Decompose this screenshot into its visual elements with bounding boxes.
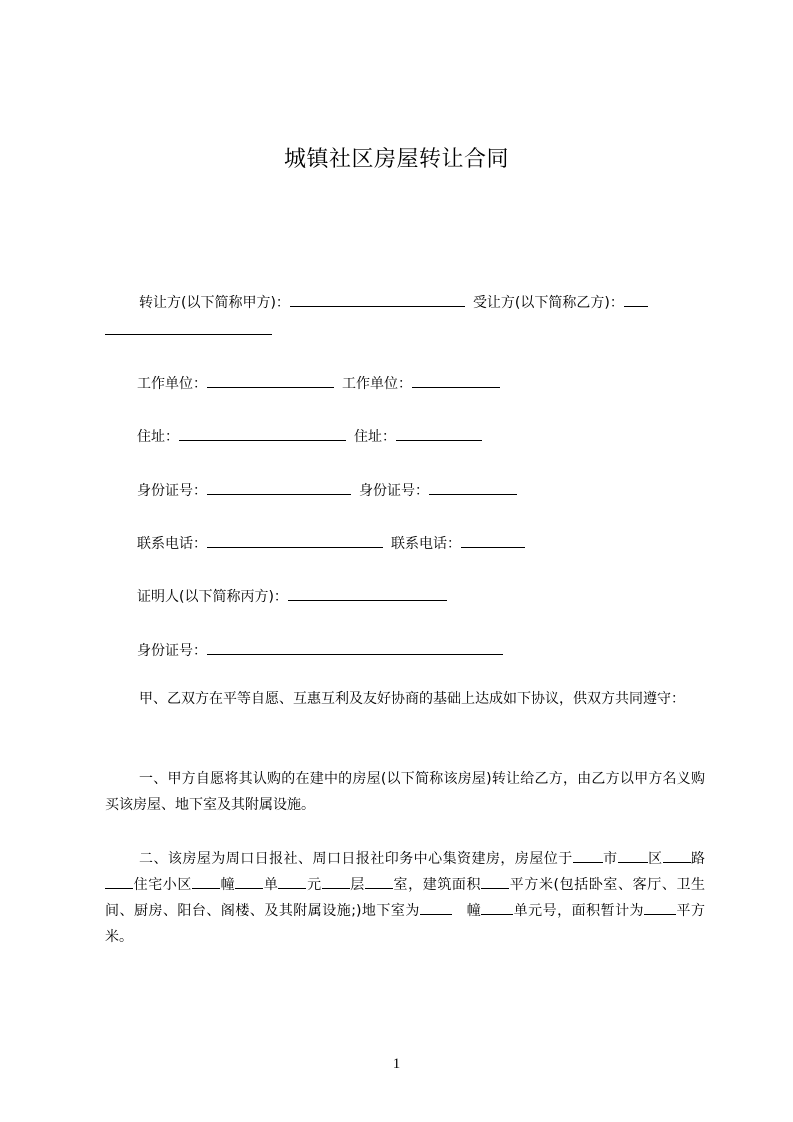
witness-id-label: 身份证号： — [137, 643, 207, 659]
clause-2-text-12: 幢 — [466, 903, 482, 919]
road-blank[interactable] — [663, 848, 691, 863]
address-label-a: 住址： — [137, 429, 179, 445]
transferee-label: 受让方(以下简称乙方)： — [472, 295, 624, 311]
address-row — [137, 426, 482, 446]
clause-2-text-2: 市 — [602, 851, 618, 867]
unit-blank[interactable] — [235, 874, 263, 889]
work-unit-blank-b[interactable] — [412, 373, 500, 388]
intro-paragraph: 甲、乙双方在平等自愿、互惠互利及友好协商的基础上达成如下协议，供双方共同遵守： — [139, 691, 685, 707]
transferor-row — [139, 292, 648, 312]
transferee-blank[interactable] — [624, 292, 648, 307]
clause-2-text-11: 平方米(包括卧室、客厅、卫生间、厨房、阳台、阁楼、及其附属设施;)地下室为 — [105, 877, 706, 919]
phone-blank-b[interactable] — [461, 533, 525, 548]
address-blank-b[interactable] — [396, 426, 482, 441]
page-number: 1 — [392, 1056, 401, 1072]
id-label-a: 身份证号： — [137, 483, 207, 499]
address-blank-a[interactable] — [179, 426, 346, 441]
clause-2-text-5: 住宅小区 — [133, 877, 193, 893]
city-blank[interactable] — [573, 848, 603, 863]
witness-blank[interactable] — [288, 586, 447, 601]
clause-1: 一、甲方自愿将其认购的在建中的房屋(以下简称该房屋)转让给乙方，由乙方以甲方名义购买该房屋、地下室及其附属设施。 — [105, 771, 705, 813]
transferor-blank[interactable] — [290, 292, 465, 307]
floor-blank[interactable] — [322, 874, 350, 889]
clause-2-text-1: 二、该房屋为周口日报社、周口日报社印务中心集资建房，房屋位于 — [139, 851, 573, 867]
transferee-blank-line2[interactable] — [105, 320, 272, 335]
room-blank[interactable] — [365, 874, 393, 889]
area-blank[interactable] — [481, 874, 509, 889]
witness-row — [137, 586, 447, 606]
id-blank-b[interactable] — [429, 480, 517, 495]
clause-2-text-10: 室，建筑面积 — [392, 877, 482, 893]
clause-2 — [105, 846, 705, 950]
phone-label-b: 联系电话： — [391, 536, 461, 552]
address-label-b: 住址： — [354, 429, 396, 445]
witness-id-row — [137, 640, 503, 660]
clause-2-text-4: 路 — [690, 851, 706, 867]
transferor-label: 转让方(以下简称甲方)： — [139, 295, 290, 311]
witness-id-blank[interactable] — [207, 640, 503, 655]
clause-2-text-3: 区 — [647, 851, 663, 867]
clause-2-text-9: 层 — [349, 877, 365, 893]
work-unit-blank-a[interactable] — [207, 373, 334, 388]
basement-unit-blank[interactable] — [481, 900, 513, 915]
transferee-blank-continued — [105, 320, 272, 340]
work-unit-row — [137, 373, 500, 393]
clause-2-text-6: 幢 — [220, 877, 236, 893]
clause-2-text-13: 单元号，面积暂计为 — [513, 903, 645, 919]
clause-2-text-14: 平方米。 — [105, 903, 706, 945]
clause-2-text-8: 元 — [306, 877, 322, 893]
community-blank[interactable] — [105, 874, 133, 889]
phone-row — [137, 533, 525, 553]
basement-area-blank[interactable] — [644, 900, 676, 915]
id-row — [137, 480, 517, 500]
unit-number-blank[interactable] — [278, 874, 306, 889]
district-blank[interactable] — [618, 848, 648, 863]
phone-label-a: 联系电话： — [137, 536, 207, 552]
phone-blank-a[interactable] — [207, 533, 383, 548]
contract-title: 城镇社区房屋转让合同 — [283, 147, 509, 172]
id-blank-a[interactable] — [207, 480, 351, 495]
basement-building-blank[interactable] — [420, 900, 452, 915]
building-blank[interactable] — [192, 874, 220, 889]
witness-label: 证明人(以下简称丙方)： — [137, 589, 288, 605]
work-unit-label-a: 工作单位： — [137, 376, 207, 392]
clause-2-text-7: 单 — [263, 877, 279, 893]
work-unit-label-b: 工作单位： — [342, 376, 412, 392]
id-label-b: 身份证号： — [359, 483, 429, 499]
